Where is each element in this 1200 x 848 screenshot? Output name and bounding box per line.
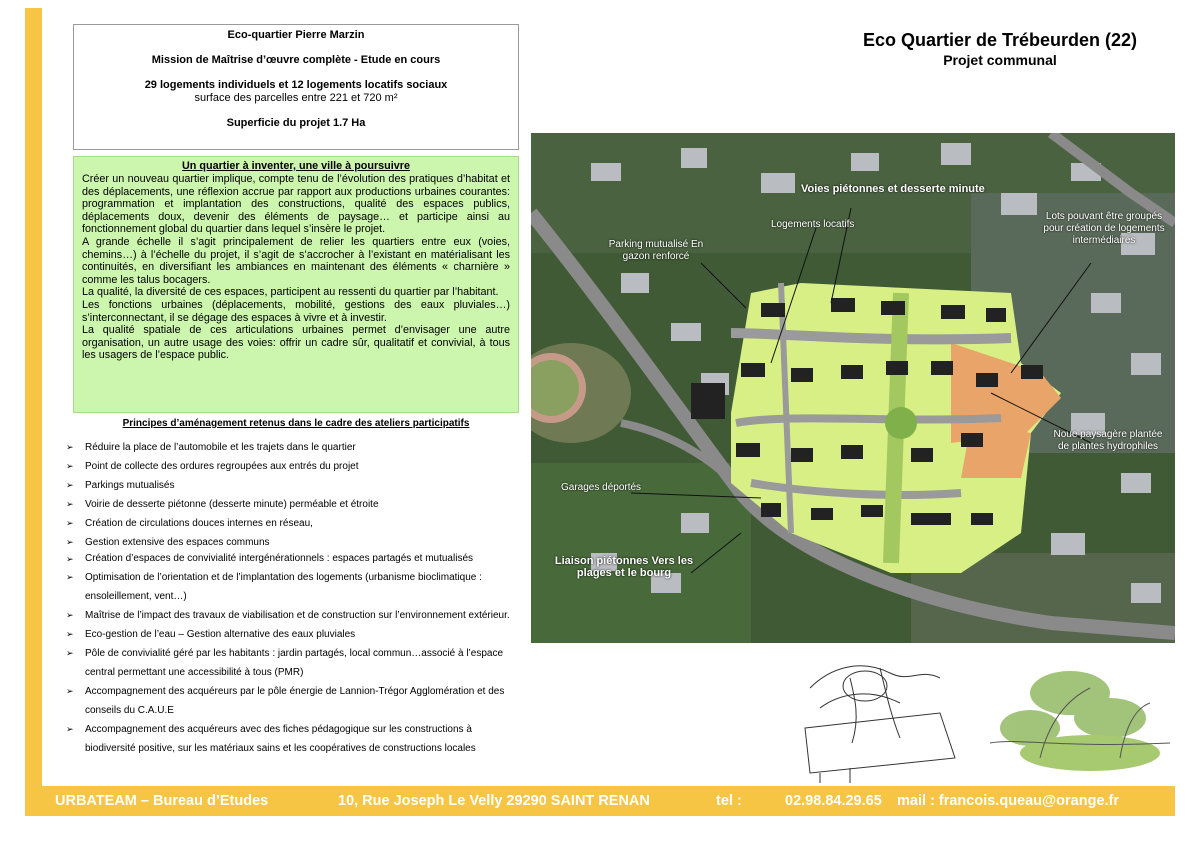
list-item: ➢ Parkings mutualisés [66,476,522,495]
intro-paragraph: A grande échelle il s’agit principalement de relier les quartiers entre eux (voies, chemins…) à l’échelle du projet, il s’agit de s’accrocher à l’existant en matérialisant les continuités, en diversifiant les ambiances en maintenant des éléments « charnière » comme les talus bocagers. [82,235,510,286]
project-area: Superficie du projet 1.7 Ha [226,117,366,129]
footer-company: URBATEAM – Bureau d’Etudes [55,793,269,809]
site-plan-map [531,133,1175,643]
intro-paragraph: La qualité, la diversité de ces espaces, participent au ressenti du quartier par l’habitant. [82,286,499,299]
arrow-bullet-icon: ➢ [66,518,74,528]
map-label-liaison: Liaison piétonnes Vers les plages et le bourg [554,555,694,579]
list-item: ➢ Pôle de convivialité géré par les habitants : jardin partagés, local commun…associé à l’espace central permettant une accessibilité à tous (PMR) [66,644,522,682]
arrow-bullet-icon: ➢ [66,442,74,452]
list-item: ➢ Réduire la place de l’automobile et les trajets dans le quartier [66,438,522,457]
arrow-bullet-icon: ➢ [66,724,74,734]
map-label-logements: Logements locatifs [771,219,855,230]
intro-paragraph: Créer un nouveau quartier implique, compte tenu de l’évolution des pratiques d’habitat et des déplacements, une réflexion accrue par rapport aux productions urbaines courantes: programmation et implantation des constructions, qualité des espaces publics, déplacements doux, devenir des éléments de paysage… et participe ainsi au fonctionnement global du quartier dans lequel s’insère le projet. [82,173,510,236]
list-item: ➢ Gestion extensive des espaces communs [66,533,522,552]
landscape-sketches [790,648,1175,783]
project-parcels: surface des parcelles entre 221 et 720 m² [194,92,398,104]
left-accent-bar [25,8,42,816]
project-housing: 29 logements individuels et 12 logements locatifs sociaux [144,79,448,91]
list-item: ➢ Accompagnement des acquéreurs avec des fiches pédagogique sur les constructions à biodiversité positive, sur les matériaux sains et les coopératives de constructions locales [66,720,522,758]
map-label-garages: Garages déportés [561,482,642,493]
arrow-bullet-icon: ➢ [66,499,74,509]
intro-title: Un quartier à inventer, une ville à poursuivre [181,160,410,172]
footer-address: 10, Rue Joseph Le Velly 29290 SAINT RENAN [338,793,650,809]
arrow-bullet-icon: ➢ [66,629,74,639]
footer-bar [25,786,1175,816]
arrow-bullet-icon: ➢ [66,610,74,620]
list-item: ➢ Point de collecte des ordures regroupées aux entrés du projet [66,457,522,476]
map-label-lots: Lots pouvant être groupés pour création de logements intermédiaires [1043,211,1165,246]
arrow-bullet-icon: ➢ [66,537,74,547]
footer-tel-label: tel : [716,793,742,809]
map-label-noue: Noue paysagère plantée de plantes hydrophiles [1053,429,1163,452]
arrow-bullet-icon: ➢ [66,686,74,696]
arrow-bullet-icon: ➢ [66,480,74,490]
map-label-voies: Voies piétonnes et desserte minute [801,183,985,195]
list-item: ➢ Création de circulations douces internes en réseau, [66,514,522,533]
arrow-bullet-icon: ➢ [66,572,74,582]
footer-mail[interactable]: mail : francois.queau@orange.fr [897,793,1120,809]
map-label-parking: Parking mutualisé En gazon renforcé [608,239,704,262]
arrow-bullet-icon: ➢ [66,461,74,471]
list-item: ➢ Maîtrise de l’impact des travaux de viabilisation et de construction sur l’environnement extérieur. [66,606,522,625]
intro-paragraph: La qualité spatiale de ces articulations urbaines permet d’envisager une autre organisation, un autre usage des voies: offrir un cadre sûr, qualitatif et convivial, à tous les usagers de l’espace public. [82,324,510,362]
list-item: ➢ Voirie de desserte piétonne (desserte minute) perméable et étroite [66,495,522,514]
list-item: ➢ Optimisation de l’orientation et de l’implantation des logements (urbanisme bioclimatique : ensoleillement, vent…) [66,568,522,606]
principles-title: Principes d’aménagement retenus dans le cadre des ateliers participatifs [122,418,470,429]
list-item: ➢ Accompagnement des acquéreurs par le pôle énergie de Lannion-Trégor Agglomération et des conseils du C.A.U.E [66,682,522,720]
intro-paragraph: Les fonctions urbaines (déplacements, mobilité, gestions des eaux pluviales…) s’interconnectant, il se dégage des espaces à vivre et à investir. [82,298,510,324]
project-mission: Mission de Maîtrise d’œuvre complète - Etude en cours [151,54,441,66]
project-name: Eco-quartier Pierre Marzin [227,29,365,41]
page-subtitle: Projet communal [943,52,1057,68]
principles-list [66,438,522,758]
project-info-box [73,24,519,150]
arrow-bullet-icon: ➢ [66,648,74,658]
intro-panel [73,156,519,413]
list-item: ➢ Eco-gestion de l’eau – Gestion alternative des eaux pluviales [66,625,522,644]
arrow-bullet-icon: ➢ [66,554,74,564]
list-item: ➢ Création d’espaces de convivialité intergénérationnels : espaces partagés et mutualisés [66,553,474,564]
footer-tel[interactable]: 02.98.84.29.65 [785,793,882,809]
page-title: Eco Quartier de Trébeurden (22) [862,30,1138,50]
